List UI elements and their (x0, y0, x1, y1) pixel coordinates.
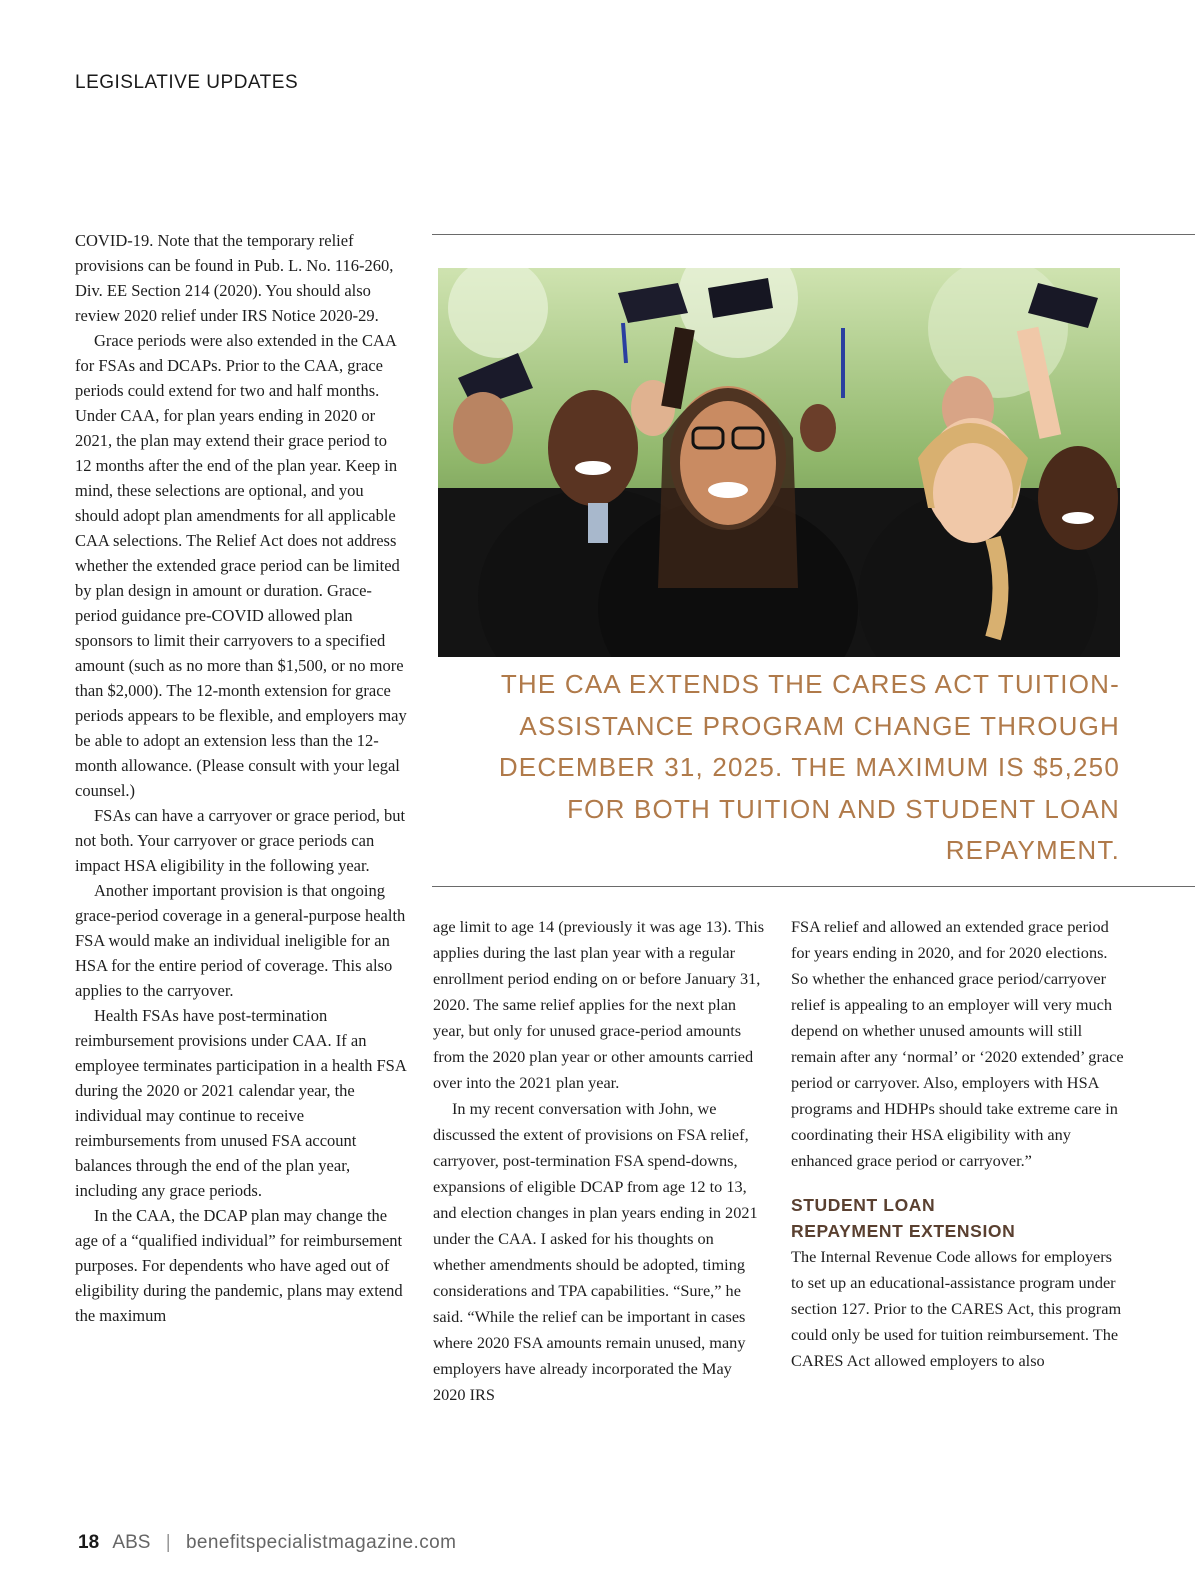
paragraph: In my recent conversation with John, we discussed the extent of provisions on FSA relief, carryover, post-termination FSA spend-downs, expansions of eligible DCAP from age 12 to 13, and election changes in plan years ending in 2021 under the CAA. I asked for his thoughts on whether amendments should be adopted, timing considerations and TPA capabilities. “Sure,” he said. “While the relief can be important in cases where 2020 FSA amounts remain unused, many employers have already incorporated the May 2020 IRS (433, 1099, 758, 1404)
graduates-photo (438, 268, 1120, 657)
section-subheading: STUDENT LOAN REPAYMENT EXTENSION (791, 1195, 1016, 1241)
article-column-2 (433, 914, 768, 1408)
website-link[interactable]: benefitspecialistmagazine.com (185, 1532, 457, 1553)
article-column-1 (75, 228, 407, 1328)
pull-quote: THE CAA EXTENDS THE CARES ACT TUITION-ASSISTANCE PROGRAM CHANGE THROUGH DECEMBER 31, 2025. THE MAXIMUM IS $5,250 FOR BOTH TUITION AND STUDENT LOAN REPAYMENT. (498, 669, 1120, 865)
paragraph: COVID-19. Note that the temporary relief provisions can be found in Pub. L. No. 116-260, Div. EE Section 214 (2020). You should also review 2020 relief under IRS Notice 2020-29. (75, 231, 394, 325)
page-number: 18 (78, 1532, 100, 1553)
paragraph: In the CAA, the DCAP plan may change the age of a “qualified individual” for reimbursement purposes. For dependents who have aged out of eligibility during the pandemic, plans may extend the maximum (75, 1206, 403, 1325)
paragraph: age limit to age 14 (previously it was age 13). This applies during the last plan year with a regular enrollment period ending on or before January 31, 2020. The same relief applies for the next plan year, but only for unused grace-period amounts from the 2020 plan year or other amounts carried over into the 2021 plan year. (433, 917, 765, 1092)
paragraph: Health FSAs have post-termination reimbursement provisions under CAA. If an employee terminates participation in a health FSA during the 2020 or 2021 calendar year, the individual may continue to receive reimbursements from unused FSA account balances through the end of the plan year, including any grace periods. (75, 1006, 406, 1200)
divider-rule (432, 886, 1195, 887)
paragraph: FSAs can have a carryover or grace period, but not both. Your carryover or grace periods can impact HSA eligibility in the following year. (75, 806, 406, 875)
paragraph: The Internal Revenue Code allows for employers to set up an educational-assistance program under section 127. Prior to the CARES Act, this program could only be used for tuition reimbursement. The CARES Act allowed employers to also (791, 1247, 1122, 1370)
paragraph: FSA relief and allowed an extended grace period for years ending in 2020, and for 2020 elections. So whether the enhanced grace period/carryover relief is appealing to an employer will very much depend on whether unused amounts will still remain after any ‘normal’ or ‘2020 extended’ grace period or carryover. Also, employers with HSA programs and HDHPs should take extreme care in coordinating their HSA eligibility with any enhanced grace period or carryover.” (791, 917, 1124, 1170)
divider-rule (432, 234, 1195, 235)
article-column-3 (791, 914, 1126, 1374)
paragraph: Another important provision is that ongoing grace-period coverage in a general-purpose health FSA would make an individual ineligible for an HSA for the entire period of coverage. This also applies to the carryover. (75, 881, 406, 1000)
footer-separator: | (165, 1532, 171, 1553)
section-label: LEGISLATIVE UPDATES (75, 72, 299, 93)
page-footer (78, 1532, 456, 1554)
publication-name: ABS (112, 1532, 151, 1553)
paragraph: Grace periods were also extended in the CAA for FSAs and DCAPs. Prior to the CAA, grace periods could extend for two and half months. Under CAA, for plan years ending in 2020 or 2021, the plan may extend their grace period to 12 months after the end of the plan year. Keep in mind, these selections are optional, and you should adopt plan amendments for all applicable CAA selections. The Relief Act does not address whether the extended grace period can be limited by plan design in amount or duration. Grace-period guidance pre-COVID allowed plan sponsors to limit their carryovers to a specified amount (such as no more than $1,500, or no more than $2,000). The 12-month extension for grace periods appears to be flexible, and employers may be able to adopt an extension less than the 12-month allowance. (Please consult with your legal counsel.) (75, 331, 407, 800)
